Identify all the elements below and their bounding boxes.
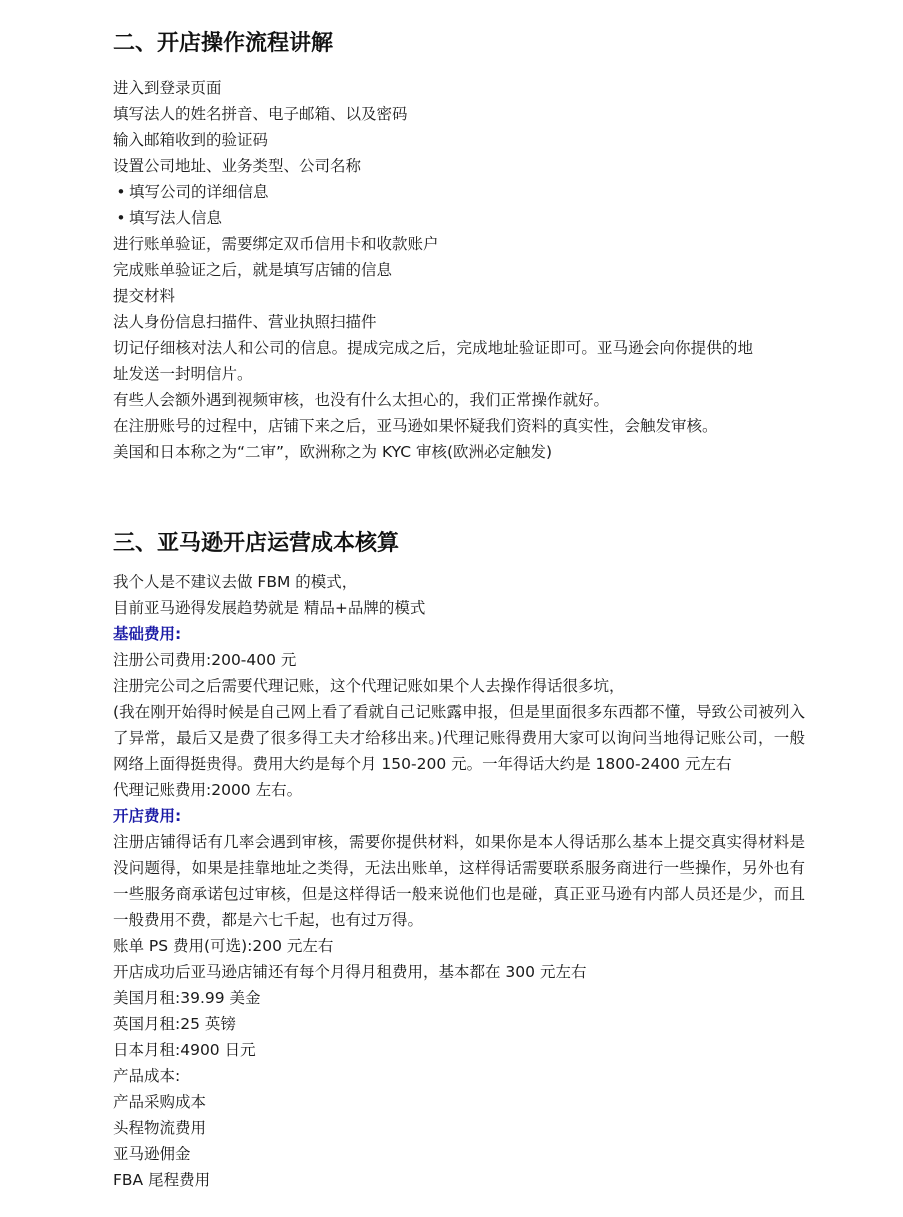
- verify-paragraph: 切记仔细核对法人和公司的信息。提成完成之后，完成地址验证即可。亚马逊会向你提供的地址发送一封明信片。: [113, 339, 753, 383]
- bullet-item-text: 填写法人信息: [129, 209, 223, 227]
- cost-item-line: 产品采购成本: [113, 1093, 207, 1111]
- bookkeeping-fee-line: 代理记账费用:2000 左右。: [113, 781, 303, 799]
- bullet-item: [113, 205, 813, 231]
- bullet-dot-icon: •: [116, 209, 126, 227]
- step-line: 法人身份信息扫描件、营业执照扫描件: [113, 313, 377, 331]
- section3-body: [113, 569, 813, 1193]
- store-fee-line: 账单 PS 费用(可选):200 元左右: [113, 937, 334, 955]
- step-line: 填写法人的姓名拼音、电子邮箱、以及密码: [113, 105, 408, 123]
- video-review-line: 有些人会额外遇到视频审核，也没有什么太担心的，我们正常操作就好。: [113, 391, 610, 409]
- store-review-paragraph: 注册店铺得话有几率会遇到审核，需要你提供材料，如果你是本人得话那么基本上提交真实得材料是没问题得，如果是挂靠地址之类得，无法出账单，这样得话需要联系服务商进行一些操作，另外也有一些服务商承诺包过审核，但是这样得话一般来说他们也是碰，真正亚马逊有内部人员还是少，而且一般费用不费，都是六七千起，也有过万得。: [113, 833, 805, 929]
- step-line: 进行账单验证，需要绑定双币信用卡和收款账户: [113, 235, 439, 253]
- intro-line: 我个人是不建议去做 FBM 的模式，: [113, 573, 358, 591]
- basic-fee-line: 注册完公司之后需要代理记账，这个代理记账如果个人去操作得话很多坑，: [113, 677, 625, 695]
- bullet-dot-icon: •: [116, 183, 126, 201]
- basic-fee-label: 基础费用:: [113, 625, 182, 643]
- step-line: 输入邮箱收到的验证码: [113, 131, 269, 149]
- cost-item-line: FBA 尾程费用: [113, 1171, 211, 1189]
- step-line: 完成账单验证之后，就是填写店铺的信息: [113, 261, 393, 279]
- store-fee-line: 开店成功后亚马逊店铺还有每个月得月租费用，基本都在 300 元左右: [113, 963, 587, 981]
- product-cost-label: 产品成本:: [113, 1067, 181, 1085]
- rent-uk-line: 英国月租:25 英镑: [113, 1015, 236, 1033]
- rent-us-line: 美国月租:39.99 美金: [113, 989, 261, 1007]
- bullet-item: [113, 179, 813, 205]
- cost-item-line: 头程物流费用: [113, 1119, 207, 1137]
- section2-body: [113, 75, 813, 465]
- intro-line: 目前亚马逊得发展趋势就是 精品+品牌的模式: [113, 599, 426, 617]
- kyc-line: 美国和日本称之为“二审”，欧洲称之为 KYC 审核(欧洲必定触发): [113, 443, 553, 461]
- step-line: 设置公司地址、业务类型、公司名称: [113, 157, 362, 175]
- basic-fee-line: 注册公司费用:200-400 元: [113, 651, 297, 669]
- cost-item-line: 亚马逊佣金: [113, 1145, 191, 1163]
- step-line: 提交材料: [113, 287, 176, 305]
- step-line: 进入到登录页面: [113, 79, 222, 97]
- bookkeeping-paragraph: (我在刚开始得时候是自己网上看了看就自己记账露申报，但是里面很多东西都不懂，导致公司被列入了异常，最后又是费了很多得工夫才给移出来。)代理记账得费用大家可以询问当地得记账公司，一般网络上面得挺贵得。费用大约是每个月 150-200 元。一年得话大约是 1800-2400 元左右: [113, 703, 805, 773]
- bullet-item-text: 填写公司的详细信息: [129, 183, 269, 201]
- rent-jp-line: 日本月租:4900 日元: [113, 1041, 256, 1059]
- review-paragraph: 在注册账号的过程中，店铺下来之后，亚马逊如果怀疑我们资料的真实性，会触发审核。: [113, 417, 718, 435]
- section2-heading: 二、开店操作流程讲解: [113, 31, 334, 56]
- store-fee-label: 开店费用:: [113, 807, 182, 825]
- section3-heading: 三、亚马逊开店运营成本核算: [113, 531, 400, 556]
